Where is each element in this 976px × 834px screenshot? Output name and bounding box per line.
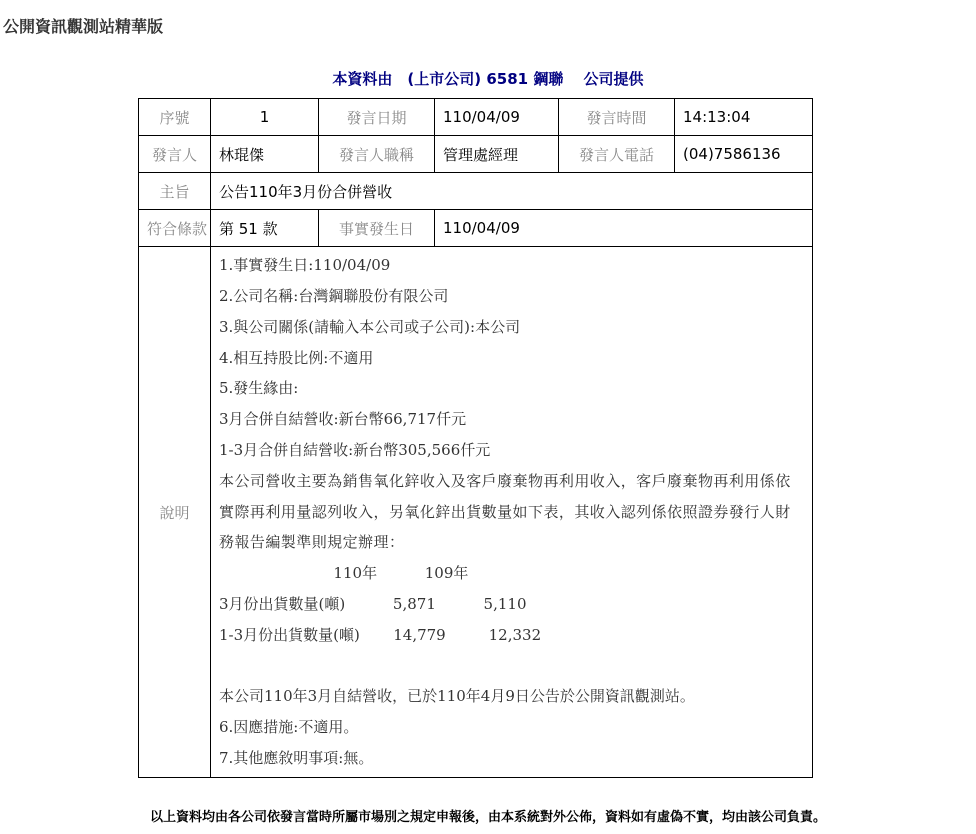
date-label: 發言日期 bbox=[319, 99, 435, 136]
date-value: 110/04/09 bbox=[435, 99, 559, 136]
seq-label: 序號 bbox=[139, 99, 211, 136]
description-content bbox=[211, 247, 813, 778]
shipment-table-row: 3月份出貨數量(噸) 5,871 5,110 bbox=[219, 594, 527, 613]
row-subject bbox=[139, 173, 813, 210]
speaker-phone-value: (04)7586136 bbox=[675, 136, 813, 173]
clause-label: 符合條款 bbox=[139, 210, 211, 247]
subject-label: 主旨 bbox=[139, 173, 211, 210]
desc-line: 1-3月合併自結營收:新台幣305,566仟元 bbox=[219, 441, 491, 459]
desc-paragraph: 本公司營收主要為銷售氧化鋅收入及客戶廢棄物再利用收入，客戶廢棄物再利用係依實際再利用量認列收入，另氧化鋅出貨數量如下表，其收入認列係依照證券發行人財務報告編製準則規定辦理： bbox=[219, 471, 791, 552]
desc-line: 3月合併自結營收:新台幣66,717仟元 bbox=[219, 410, 467, 429]
time-label: 發言時間 bbox=[559, 99, 675, 136]
desc-line: 7.其他應敘明事項:無。 bbox=[219, 748, 374, 767]
shipment-table-header: 110年 109年 bbox=[219, 564, 469, 583]
site-title: 公開資訊觀測站精華版 bbox=[3, 17, 164, 36]
row-basic-info bbox=[139, 99, 813, 136]
provider-line: 本資料由 (上市公司) 6581 鋼聯 公司提供 bbox=[332, 70, 644, 88]
speaker-title-label: 發言人職稱 bbox=[319, 136, 435, 173]
shipment-table-row: 1-3月份出貨數量(噸) 14,779 12,332 bbox=[219, 625, 542, 644]
desc-line: 4.相互持股比例:不適用 bbox=[219, 348, 374, 367]
subject-value: 公告110年3月份合併營收 bbox=[211, 173, 813, 210]
announcement-table bbox=[138, 98, 813, 778]
time-value: 14:13:04 bbox=[675, 99, 813, 136]
row-description bbox=[139, 247, 813, 778]
event-date-value: 110/04/09 bbox=[435, 210, 813, 247]
desc-line: 5.發生緣由: bbox=[219, 379, 299, 398]
desc-line: 本公司110年3月自結營收，已於110年4月9日公告於公開資訊觀測站。 bbox=[219, 687, 695, 706]
seq-value: 1 bbox=[211, 99, 319, 136]
speaker-label: 發言人 bbox=[139, 136, 211, 173]
clause-value: 第 51 款 bbox=[211, 210, 319, 247]
desc-line: 6.因應措施:不適用。 bbox=[219, 718, 359, 737]
row-speaker bbox=[139, 136, 813, 173]
row-clause bbox=[139, 210, 813, 247]
desc-line: 1.事實發生日:110/04/09 bbox=[219, 256, 391, 275]
desc-line: 2.公司名稱:台灣鋼聯股份有限公司 bbox=[219, 287, 449, 306]
speaker-phone-label: 發言人電話 bbox=[559, 136, 675, 173]
desc-line: 3.與公司關係(請輸入本公司或子公司):本公司 bbox=[219, 317, 521, 336]
description-label: 說明 bbox=[139, 247, 211, 778]
speaker-title-value: 管理處經理 bbox=[435, 136, 559, 173]
disclaimer-footer: 以上資料均由各公司依發言當時所屬市場別之規定申報後，由本系統對外公佈，資料如有虛偽不實，均由該公司負責。 bbox=[149, 810, 826, 825]
speaker-value: 林琨傑 bbox=[211, 136, 319, 173]
event-date-label: 事實發生日 bbox=[319, 210, 435, 247]
blank-line bbox=[219, 651, 804, 682]
